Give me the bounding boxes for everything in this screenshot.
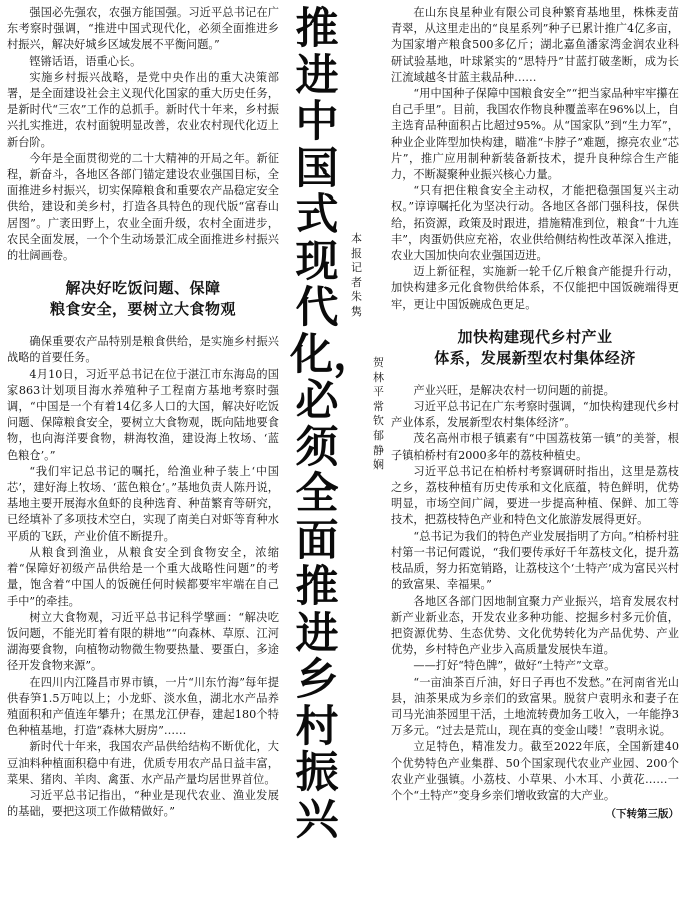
headline-title: 推进中国式现代化，必须全面推进乡村振兴 xyxy=(290,4,376,845)
paragraph: 立足特色，精准发力。截至2022年底，全国新建40个优势特色产业集群、50个国家现代农业产业园、200个农业产业强镇。小荔枝、小草果、小木耳、小黄花……一个个“土特产”变身乡亲们增收致富的大产业。 xyxy=(391,740,679,802)
paragraph: 铿锵话语，语重心长。 xyxy=(29,54,142,68)
subheading-line: 解决好吃饭问题、保障 xyxy=(65,279,221,298)
paragraph: “一亩油茶百斤油，好日子再也不发愁。”在河南省光山县，油茶果成为乡亲们的致富果。脱贫户袁明永和妻子在司马光油茶园里干活，土地流转费加务工收入，一年能挣3万多元。“过去是荒山，现在真的变金山喽！”袁明永说。 xyxy=(391,675,679,738)
byline-reporters-col1: 本报记者朱 隽 xyxy=(351,232,366,318)
left-paragraphs-intro xyxy=(7,5,279,264)
paragraph: “总书记为我们的特色产业发展指明了方向。”柏桥村驻村第一书记何霞说，“我们要传承好千年荔枝文化，提升荔枝品质，努力拓宽销路，让荔枝这个‘土特产’成为富民兴村的致富果、幸福果。” xyxy=(391,529,679,592)
subheading-line: 粮食安全，要树立大食物观 xyxy=(49,300,236,319)
paragraph: 实施乡村振兴战略，是党中央作出的重大决策部署，是全面建设社会主义现代化国家的重大历史任务，是新时代“三农”工作的总抓手。新时代十年来，乡村振兴扎实推进，农村面貌明显改善，农业农村现代化迈上新台阶。 xyxy=(7,70,279,149)
paragraph: 迈上新征程，实施新一轮千亿斤粮食产能提升行动，加快构建多元化食物供给体系，不仅能把中国饭碗端得更牢，更让中国饭碗成色更足。 xyxy=(391,265,679,311)
paragraph: 4月10日，习近平总书记在位于湛江市东海岛的国家863计划项目海水养殖种子工程南方基地考察时强调，“中国是一个有着14亿多人口的大国，解决好吃饭问题、保障粮食安全，要树立大食物观，既向陆地要食物，也向海洋要食物，耕海牧渔，建设海上牧场、‘蓝色粮仓’。” xyxy=(7,367,279,462)
paragraph: “用中国种子保障中国粮食安全”“把当家品种牢牢攥在自己手里”。目前，我国农作物良种覆盖率在96%以上，自主选育品种面积占比超过95%。从“国家队”到“生力军”，种业企业阵型加快构建，瞄准“卡脖子”难题，擦亮农业“芯片”，推广应用制种新装备新技术，提升良种综合生产能力，不断凝聚种业振兴核心力量。 xyxy=(391,87,679,182)
right-subheading xyxy=(391,327,679,369)
byline xyxy=(351,232,389,472)
paragraph: 在四川内江隆昌市界市镇，一片“川东竹海”每年提供春笋1.5万吨以上；小龙虾、淡水鱼，湖北水产品养殖面积和产值连年攀升；在黑龙江伊春，建起180个特色种植基地，打造“森林大厨房”…… xyxy=(7,675,279,738)
paragraph: 新时代十年来，我国农产品供给结构不断优化，大豆油料种植面积稳中有进，优质专用农产品日益丰富，菜果、猪肉、羊肉、禽蛋、水产品产量均居世界首位。 xyxy=(7,740,279,786)
continued-note: （下转第三版） xyxy=(605,808,679,821)
left-paragraphs-body xyxy=(7,334,279,820)
paragraph: 在山东良星种业有限公司良种繁育基地里，株株麦苗青翠，从这里走出的“良星系列”种子已累计推广4亿多亩，为国家增产粮食500多亿斤；湖北嘉鱼潘家湾金润农业科研试验基地，叶球紧实的“思特丹”甘蓝打破垄断，成为长江流域越冬甘蓝主栽品种…… xyxy=(391,6,679,84)
paragraph: 强国必先强农，农强方能国强。习近平总书记在广东考察时强调，“推进中国式现代化，必须全面推进乡村振兴，解决好城乡区域发展不平衡问题。” xyxy=(7,6,279,52)
left-text-column xyxy=(7,5,279,820)
byline-reporters-col2: 贺林平常 钦郁静娴 xyxy=(373,356,388,472)
paragraph: 各地区各部门因地制宜聚力产业振兴，培育发展农村新产业新业态，开发农业多种功能、挖掘乡村多元价值，把资源优势、生态优势、文化优势转化为产品优势、产业优势，乡村特色产业步入高质量发展快车道。 xyxy=(391,594,679,657)
paragraph: 今年是全面贯彻党的二十大精神的开局之年。新征程，新奋斗，各地区各部门锚定建设农业强国目标，全面推进乡村振兴，切实保障粮食和重要农产品稳定安全供给，建设和美乡村，打造各具特色的现代版“富春山居图”。广袤田野上，农业全面升级，农村全面进步，农民全面发展，一个个生动场景汇成全面推进乡村振兴的壮阔画卷。 xyxy=(7,151,279,263)
paragraph: 习近平总书记在柏桥村考察调研时指出，这里是荔枝之乡，荔枝种植有历史传承和文化底蕴，特色鲜明，优势明显，市场空间广阔，要进一步提高种植、保鲜、加工等技术，把荔枝特色产业和特色文化旅游发展得更好。 xyxy=(391,464,679,527)
subheading-line: 加快构建现代乡村产业 xyxy=(457,327,613,346)
paragraph: 茂名高州市根子镇素有“中国荔枝第一镇”的美誉，根子镇柏桥村有2000多年的荔枝种植史。 xyxy=(391,432,679,462)
paragraph: 习近平总书记指出，“种业是现代农业、渔业发展的基础，要把这项工作做精做好。” xyxy=(7,788,279,819)
paragraph: 习近平总书记在广东考察时强调，“加快构建现代乡村产业体系，发展新型农村集体经济”。 xyxy=(391,400,679,430)
paragraph: “我们牢记总书记的嘱托，给渔业种子装上‘中国芯’，建好海上牧场、‘蓝色粮仓’。”基地负责人陈丹说，基地主要开展海水鱼虾的良种选育、种苗繁育等研究，已经填补了多项技术空白，实现了南美白对虾等育种水平质的飞跃，产业价值不断提升。 xyxy=(7,464,279,543)
right-paragraphs-intro xyxy=(391,5,679,313)
paragraph: 从粮食到渔业，从粮食安全到食物安全，浓缩着“保障好初级产品供给是一个重大战略性问题”的考量，饱含着“中国人的饭碗任何时候都要牢牢端在自己手中”的牵挂。 xyxy=(7,545,279,608)
paragraph: “只有把住粮食安全主动权，才能把稳强国复兴主动权。”谆谆嘱托化为坚决行动。各地区各部门强科技，保供给，拓资源，政策及时跟进，措施精准到位，粮食“十九连丰”，肉蛋奶供应充裕，农业供给侧结构性改革深入推进，农业大国加快向农业强国迈进。 xyxy=(391,184,679,263)
left-subheading xyxy=(7,278,279,320)
subheading-line: 体系，发展新型农村集体经济 xyxy=(434,348,636,367)
right-paragraphs-body xyxy=(391,383,679,804)
paragraph: ——打好“特色牌”，做好“土特产”文章。 xyxy=(413,659,616,673)
paragraph: 产业兴旺，是解决农村一切问题的前提。 xyxy=(413,383,615,397)
paragraph: 确保重要农产品特别是粮食供给，是实施乡村振兴战略的首要任务。 xyxy=(7,335,279,365)
right-text-column xyxy=(391,5,679,822)
paragraph: 树立大食物观，习近平总书记科学擘画：“解决吃饭问题，不能光盯着有限的耕地”“向森林、草原、江河湖海要食物，向植物动物微生物要热量、要蛋白，多途径开发食物来源”。 xyxy=(7,610,279,673)
